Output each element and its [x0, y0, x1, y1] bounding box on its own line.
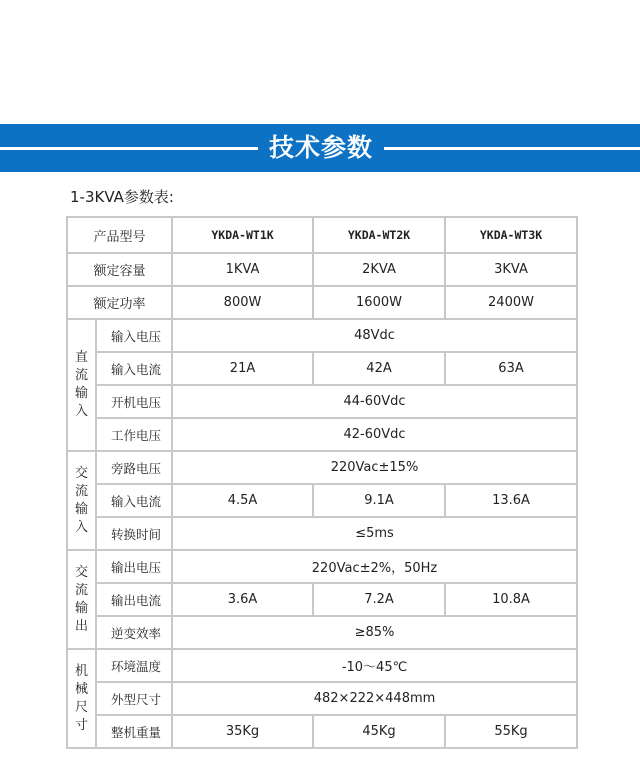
table-caption: 1-3KVA参数表: [70, 188, 174, 206]
model-3: YKDA-WT3K [446, 218, 576, 252]
row-label-rated-power: 额定功率 [68, 287, 171, 318]
cell-value: 45Kg [314, 716, 444, 747]
row-label-dc-input-current: 输入电流 [97, 353, 171, 384]
cell-value: 3.6A [173, 584, 312, 615]
table-row [68, 254, 576, 285]
cell-value: 1600W [314, 287, 444, 318]
cell-value: 21A [173, 353, 312, 384]
cell-value: 3KVA [446, 254, 576, 285]
row-label-dimensions: 外型尺寸 [97, 683, 171, 714]
cell-value: 55Kg [446, 716, 576, 747]
table-row [68, 320, 576, 351]
cell-value: 4.5A [173, 485, 312, 516]
cell-value: 10.8A [446, 584, 576, 615]
cell-value: 482×222×448mm [173, 683, 576, 714]
table-row [68, 419, 576, 450]
cell-value: 1KVA [173, 254, 312, 285]
banner-left-rule [0, 147, 258, 150]
row-label-temperature: 环境温度 [97, 650, 171, 681]
cell-value: 2400W [446, 287, 576, 318]
row-label-startup-voltage: 开机电压 [97, 386, 171, 417]
row-label-output-current: 输出电流 [97, 584, 171, 615]
group-label-mechanical [68, 650, 95, 747]
table-row [68, 551, 576, 582]
cell-value: 220Vac±2%，50Hz [173, 551, 576, 582]
model-1: YKDA-WT1K [173, 218, 312, 252]
row-label-model: 产品型号 [68, 218, 171, 252]
group-char: 械 [74, 681, 88, 697]
table-row [68, 650, 576, 681]
group-char: 输 [74, 600, 88, 616]
group-char: 直 [74, 350, 88, 365]
group-char: 尺 [74, 699, 88, 715]
cell-value: 48Vdc [173, 320, 576, 351]
table-row [68, 485, 576, 516]
table-row [68, 683, 576, 714]
row-label-efficiency: 逆变效率 [97, 617, 171, 648]
cell-value: 2KVA [314, 254, 444, 285]
group-char: 流 [74, 368, 88, 383]
group-label-ac-output [68, 551, 95, 648]
table-row [68, 716, 576, 747]
group-char: 出 [74, 618, 88, 634]
group-char: 输 [74, 386, 88, 401]
section-title: 技术参数 [268, 133, 373, 162]
cell-value: 44-60Vdc [173, 386, 576, 417]
cell-value: ≤5ms [173, 518, 576, 549]
model-2: YKDA-WT2K [314, 218, 444, 252]
cell-value: 42-60Vdc [173, 419, 576, 450]
group-label-dc-input [68, 320, 95, 450]
cell-value: 63A [446, 353, 576, 384]
table-row [68, 518, 576, 549]
cell-value: 42A [314, 353, 444, 384]
row-label-dc-input-voltage: 输入电压 [97, 320, 171, 351]
group-char: 流 [74, 582, 88, 598]
row-label-transfer-time: 转换时间 [97, 518, 171, 549]
cell-value: 7.2A [314, 584, 444, 615]
cell-value: 13.6A [446, 485, 576, 516]
table-row [68, 617, 576, 648]
table-row [68, 386, 576, 417]
group-char: 交 [74, 465, 88, 481]
group-char: 输 [74, 501, 88, 517]
table-row [68, 218, 576, 252]
row-label-working-voltage: 工作电压 [97, 419, 171, 450]
cell-value: ≥85% [173, 617, 576, 648]
cell-value: 9.1A [314, 485, 444, 516]
row-label-bypass-voltage: 旁路电压 [97, 452, 171, 483]
table-row [68, 353, 576, 384]
row-label-output-voltage: 输出电压 [97, 551, 171, 582]
row-label-ac-input-current: 输入电流 [97, 485, 171, 516]
group-label-ac-input [68, 452, 95, 549]
group-char: 交 [74, 564, 88, 580]
group-char: 机 [74, 663, 88, 679]
group-char: 入 [74, 404, 88, 419]
cell-value: 220Vac±15% [173, 452, 576, 483]
group-char: 入 [74, 519, 88, 535]
cell-value: 800W [173, 287, 312, 318]
cell-value: -10～45℃ [173, 650, 576, 681]
table-row [68, 287, 576, 318]
group-char: 寸 [74, 717, 88, 733]
row-label-rated-capacity: 额定容量 [68, 254, 171, 285]
spec-table [66, 216, 578, 749]
cell-value: 35Kg [173, 716, 312, 747]
section-banner [0, 124, 640, 172]
table-row [68, 452, 576, 483]
row-label-weight: 整机重量 [97, 716, 171, 747]
table-row [68, 584, 576, 615]
group-char: 流 [74, 483, 88, 499]
banner-right-rule [384, 147, 640, 150]
